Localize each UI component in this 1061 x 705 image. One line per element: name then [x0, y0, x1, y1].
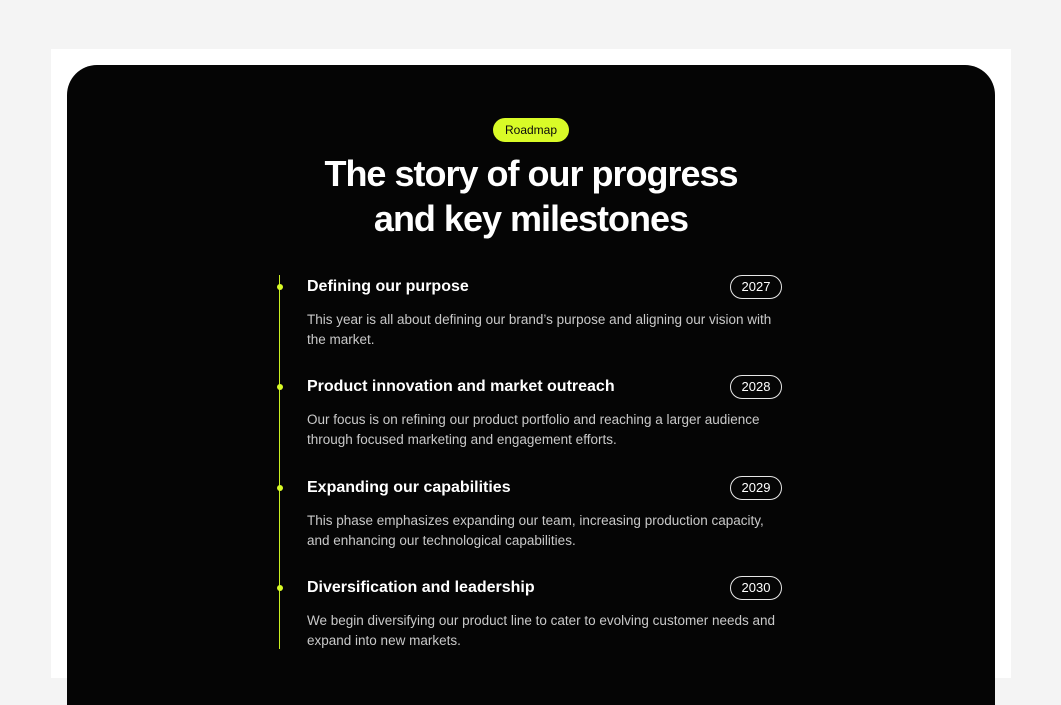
page-frame [51, 49, 1011, 678]
roadmap-badge: Roadmap [493, 118, 569, 142]
milestone-item [278, 576, 784, 666]
section-title-line-1: The story of our progress [324, 153, 738, 194]
timeline-dot [277, 384, 283, 390]
timeline-dot [277, 585, 283, 591]
milestone-item [278, 275, 784, 365]
milestone-description: We begin diversifying our product line to cater to evolving customer needs and expand into new markets. [307, 613, 776, 648]
timeline-dot [277, 485, 283, 491]
milestone-title: Expanding our capabilities [307, 479, 511, 496]
milestone-description: This year is all about defining our brand’s purpose and aligning our vision with the market. [307, 312, 772, 347]
roadmap-section [67, 65, 995, 705]
milestone-item [278, 375, 784, 465]
milestone-year-badge: 2028 [730, 375, 782, 399]
milestone-item [278, 476, 784, 566]
milestone-title: Diversification and leadership [307, 579, 535, 596]
timeline-dot [277, 284, 283, 290]
milestone-timeline [278, 275, 784, 649]
section-title-line-2: and key milestones [373, 198, 689, 239]
milestone-title: Defining our purpose [307, 278, 469, 295]
milestone-description: This phase emphasizes expanding our team, increasing production capacity, and enhancing our technological capabilities. [307, 513, 764, 548]
milestone-year-badge: 2027 [730, 275, 782, 299]
milestone-year-badge: 2030 [730, 576, 782, 600]
milestone-title: Product innovation and market outreach [307, 378, 615, 395]
milestone-description: Our focus is on refining our product portfolio and reaching a larger audience through focused marketing and engagement efforts. [307, 412, 760, 447]
milestone-year-badge: 2029 [730, 476, 782, 500]
section-title [67, 151, 995, 241]
